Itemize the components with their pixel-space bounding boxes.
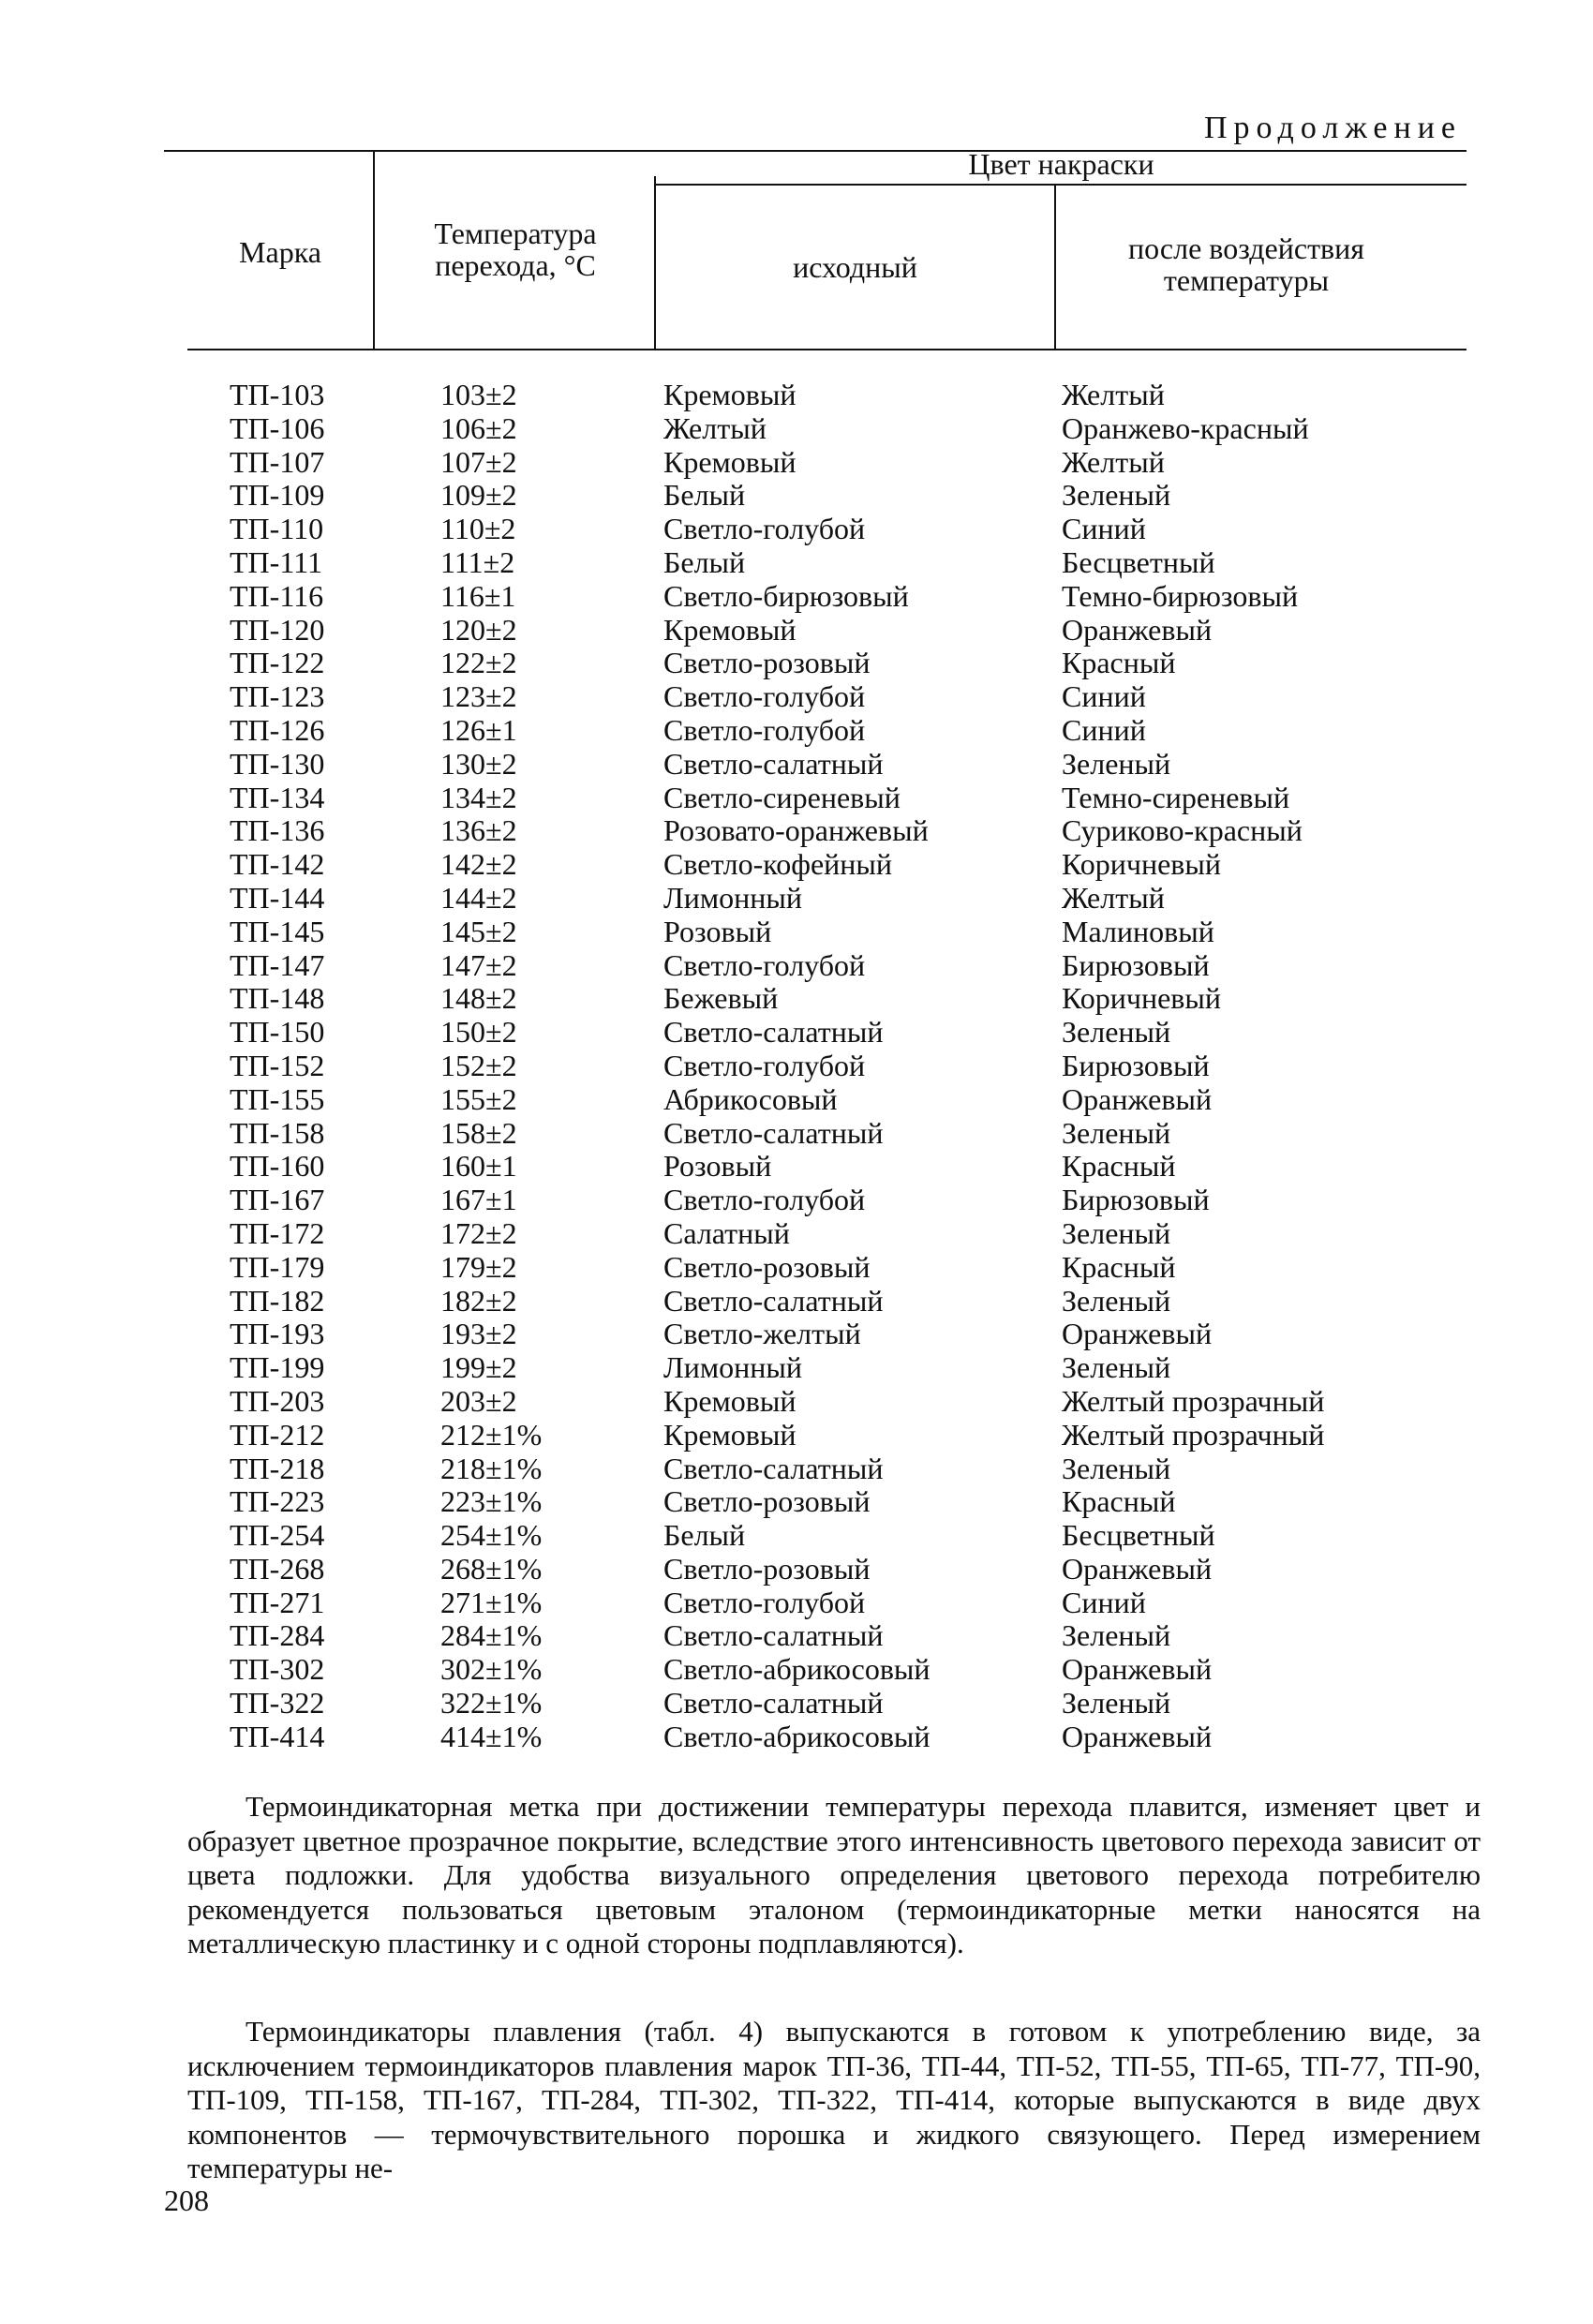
cell-temperature: 322±1%	[440, 1686, 543, 1721]
cell-initial-color: Светло-сиреневый	[663, 780, 901, 814]
cell-mark: ТП-172	[230, 1215, 325, 1250]
table-header-bottom-rule	[187, 349, 1466, 350]
table-row	[187, 1653, 1481, 1687]
cell-initial-color: Светло-абрикосовый	[663, 1652, 930, 1687]
cell-temperature: 254±1%	[440, 1518, 543, 1553]
cell-after-color: Бесцветный	[1062, 1518, 1215, 1553]
table-row	[187, 1083, 1481, 1117]
cell-initial-color: Лимонный	[663, 1350, 802, 1385]
cell-temperature: 109±2	[440, 478, 517, 513]
table-body	[187, 379, 1481, 1754]
cell-initial-color: Светло-салатный	[663, 1015, 884, 1050]
cell-initial-color: Светло-салатный	[663, 746, 884, 781]
cell-temperature: 179±2	[440, 1249, 517, 1284]
cell-mark: ТП-116	[230, 578, 324, 613]
cell-initial-color: Светло-розовый	[663, 1249, 871, 1284]
cell-after-color: Желтый	[1062, 378, 1165, 411]
cell-after-color: Зеленый	[1062, 1015, 1171, 1050]
cell-mark: ТП-268	[230, 1551, 325, 1586]
cell-mark: ТП-142	[230, 847, 325, 882]
cell-temperature: 106±2	[440, 410, 517, 445]
table-row	[187, 614, 1481, 648]
cell-mark: ТП-136	[230, 813, 325, 848]
cell-initial-color: Бежевый	[663, 981, 779, 1016]
header-temperature: Температура перехода, °С	[434, 216, 597, 282]
cell-mark: ТП-302	[230, 1652, 325, 1687]
cell-after-color: Зеленый	[1062, 746, 1171, 781]
color-group-rule	[656, 184, 1466, 186]
cell-temperature: 122±2	[440, 646, 517, 680]
cell-after-color: Оранжево-красный	[1062, 410, 1309, 445]
table-row	[187, 714, 1481, 748]
cell-temperature: 134±2	[440, 780, 517, 814]
cell-initial-color: Светло-голубой	[663, 1183, 866, 1217]
cell-mark: ТП-130	[230, 746, 325, 781]
cell-temperature: 218±1%	[440, 1451, 543, 1485]
cell-after-color: Желтый прозрачный	[1062, 1417, 1325, 1452]
cell-temperature: 130±2	[440, 746, 517, 781]
cell-after-color: Малиновый	[1062, 914, 1214, 948]
cell-after-color: Синий	[1062, 712, 1146, 747]
cell-mark: ТП-110	[230, 512, 324, 546]
cell-initial-color: Кремовый	[663, 444, 796, 479]
cell-mark: ТП-107	[230, 444, 325, 479]
cell-after-color: Бирюзовый	[1062, 1048, 1210, 1082]
cell-mark: ТП-109	[230, 478, 325, 513]
cell-mark: ТП-111	[230, 544, 322, 579]
cell-after-color: Темно-бирюзовый	[1062, 578, 1299, 613]
table-row	[187, 982, 1481, 1016]
cell-initial-color: Светло-розовый	[663, 1484, 871, 1519]
cell-temperature: 116±1	[440, 578, 516, 613]
cell-mark: ТП-147	[230, 947, 325, 982]
continuation-label: Продолжение	[1203, 111, 1462, 145]
cell-initial-color: Кремовый	[663, 612, 796, 647]
cell-initial-color: Светло-салатный	[663, 1115, 884, 1150]
cell-initial-color: Светло-салатный	[663, 1283, 884, 1318]
cell-initial-color: Розовато-оранжевый	[663, 813, 929, 848]
cell-temperature: 167±1	[440, 1183, 517, 1217]
table-row	[187, 412, 1481, 446]
cell-initial-color: Светло-голубой	[663, 1048, 866, 1082]
cell-temperature: 212±1%	[440, 1417, 543, 1452]
cell-initial-color: Светло-голубой	[663, 1585, 866, 1619]
cell-temperature: 158±2	[440, 1115, 517, 1150]
table-row	[187, 1016, 1481, 1050]
cell-temperature: 193±2	[440, 1317, 517, 1351]
cell-mark: ТП-144	[230, 880, 325, 915]
cell-initial-color: Светло-салатный	[663, 1686, 884, 1721]
header-initial: исходный	[793, 250, 917, 284]
cell-after-color: Зеленый	[1062, 1618, 1171, 1653]
cell-after-color: Бирюзовый	[1062, 947, 1210, 982]
cell-temperature: 123±2	[440, 679, 517, 714]
cell-initial-color: Кремовый	[663, 378, 796, 411]
cell-after-color: Зеленый	[1062, 1115, 1171, 1150]
cell-mark: ТП-212	[230, 1417, 325, 1452]
table-row	[187, 814, 1481, 848]
table-row	[187, 513, 1481, 546]
cell-mark: ТП-134	[230, 780, 325, 814]
cell-temperature: 147±2	[440, 947, 517, 982]
cell-temperature: 148±2	[440, 981, 517, 1016]
table-row	[187, 1251, 1481, 1285]
cell-temperature: 144±2	[440, 880, 517, 915]
cell-mark: ТП-203	[230, 1383, 325, 1418]
table-row	[187, 1318, 1481, 1351]
table-row	[187, 916, 1481, 949]
cell-temperature: 120±2	[440, 612, 517, 647]
cell-after-color: Бесцветный	[1062, 544, 1215, 579]
table-row	[187, 782, 1481, 815]
cell-after-color: Оранжевый	[1062, 1719, 1213, 1753]
cell-mark: ТП-120	[230, 612, 325, 647]
cell-temperature: 182±2	[440, 1283, 517, 1318]
cell-after-color: Зеленый	[1062, 1283, 1171, 1318]
cell-mark: ТП-254	[230, 1518, 325, 1553]
cell-after-color: Синий	[1062, 1585, 1146, 1619]
cell-mark: ТП-182	[230, 1283, 325, 1318]
cell-initial-color: Светло-розовый	[663, 646, 871, 680]
cell-initial-color: Лимонный	[663, 880, 802, 915]
cell-mark: ТП-179	[230, 1249, 325, 1284]
cell-temperature: 111±2	[440, 544, 515, 579]
cell-mark: ТП-271	[230, 1585, 325, 1619]
cell-after-color: Красный	[1062, 1149, 1176, 1184]
table-row	[187, 1285, 1481, 1318]
cell-initial-color: Абрикосовый	[663, 1081, 838, 1116]
cell-temperature: 110±2	[440, 512, 516, 546]
cell-temperature: 155±2	[440, 1081, 517, 1116]
table-row	[187, 1721, 1481, 1754]
cell-mark: ТП-148	[230, 981, 325, 1016]
table-row	[187, 479, 1481, 513]
cell-mark: ТП-123	[230, 679, 325, 714]
cell-mark: ТП-193	[230, 1317, 325, 1351]
cell-after-color: Оранжевый	[1062, 1317, 1213, 1351]
cell-temperature: 142±2	[440, 847, 517, 882]
cell-mark: ТП-155	[230, 1081, 325, 1116]
cell-temperature: 126±1	[440, 712, 517, 747]
cell-after-color: Зеленый	[1062, 478, 1171, 513]
cell-temperature: 271±1%	[440, 1585, 543, 1619]
cell-mark: ТП-284	[230, 1618, 325, 1653]
table-row	[187, 848, 1481, 882]
cell-after-color: Бирюзовый	[1062, 1183, 1210, 1217]
table-row	[187, 949, 1481, 983]
table-row	[187, 1050, 1481, 1083]
cell-initial-color: Светло-салатный	[663, 1451, 884, 1485]
column-divider-3	[1054, 186, 1056, 349]
cell-initial-color: Светло-салатный	[663, 1618, 884, 1653]
cell-after-color: Красный	[1062, 646, 1176, 680]
cell-initial-color: Светло-абрикосовый	[663, 1719, 930, 1753]
cell-initial-color: Светло-желтый	[663, 1317, 861, 1351]
table-row	[187, 1452, 1481, 1486]
paragraph-1: Термоиндикаторная метка при достижении температуры перехода плавится, изменяет цвет и образует цветное прозрачное покрытие, вследствие этого интенсивность цветового перехода зависит от цвета подложки. Для удобства визуального определения цветового перехода потребителю рекомендуется пользоваться цветовым эталоном (термоиндикаторные метки наносятся на металлическую пластинку и с одной стороны подплавляются).	[187, 1790, 1481, 1959]
cell-temperature: 150±2	[440, 1015, 517, 1050]
cell-initial-color: Светло-кофейный	[663, 847, 893, 882]
table-row	[187, 680, 1481, 714]
cell-after-color: Зеленый	[1062, 1215, 1171, 1250]
cell-after-color: Желтый	[1062, 444, 1165, 479]
cell-mark: ТП-199	[230, 1350, 325, 1385]
cell-after-color: Оранжевый	[1062, 1551, 1213, 1586]
header-after: после воздействия температуры	[1128, 231, 1364, 297]
cell-after-color: Оранжевый	[1062, 1652, 1213, 1687]
table-row	[187, 647, 1481, 680]
cell-mark: ТП-223	[230, 1484, 325, 1519]
table-row	[187, 580, 1481, 614]
table-row	[187, 1184, 1481, 1217]
cell-mark: ТП-152	[230, 1048, 325, 1082]
table-row	[187, 379, 1481, 412]
column-divider-1	[373, 152, 375, 349]
cell-initial-color: Светло-розовый	[663, 1551, 871, 1586]
table-row	[187, 446, 1481, 480]
cell-after-color: Красный	[1062, 1249, 1176, 1284]
cell-mark: ТП-414	[230, 1719, 325, 1753]
table-row	[187, 1419, 1481, 1452]
cell-after-color: Суриково-красный	[1062, 813, 1303, 848]
cell-mark: ТП-150	[230, 1015, 325, 1050]
table-row	[187, 1351, 1481, 1385]
cell-mark: ТП-218	[230, 1451, 325, 1485]
cell-after-color: Темно-сиреневый	[1062, 780, 1290, 814]
table-row	[187, 748, 1481, 782]
cell-mark: ТП-103	[230, 378, 325, 411]
table-row	[187, 546, 1481, 580]
table-row	[187, 1619, 1481, 1653]
cell-after-color: Желтый	[1062, 880, 1165, 915]
cell-mark: ТП-122	[230, 646, 325, 680]
cell-temperature: 268±1%	[440, 1551, 543, 1586]
cell-initial-color: Кремовый	[663, 1383, 796, 1418]
cell-temperature: 284±1%	[440, 1618, 543, 1653]
table-row	[187, 1519, 1481, 1553]
cell-after-color: Синий	[1062, 679, 1146, 714]
cell-initial-color: Белый	[663, 478, 746, 513]
cell-initial-color: Светло-голубой	[663, 947, 866, 982]
cell-after-color: Коричневый	[1062, 847, 1222, 882]
table-row	[187, 882, 1481, 916]
table-row	[187, 1687, 1481, 1721]
cell-initial-color: Розовый	[663, 914, 772, 948]
cell-temperature: 172±2	[440, 1215, 517, 1250]
cell-after-color: Оранжевый	[1062, 612, 1213, 647]
cell-mark: ТП-145	[230, 914, 325, 948]
table-row	[187, 1385, 1481, 1419]
cell-temperature: 103±2	[440, 378, 517, 411]
cell-mark: ТП-158	[230, 1115, 325, 1150]
cell-temperature: 107±2	[440, 444, 517, 479]
table-row	[187, 1117, 1481, 1151]
header-color-group: Цвет накраски	[968, 147, 1154, 181]
cell-initial-color: Белый	[663, 1518, 746, 1553]
cell-temperature: 160±1	[440, 1149, 517, 1184]
cell-temperature: 223±1%	[440, 1484, 543, 1519]
cell-initial-color: Белый	[663, 544, 746, 579]
cell-initial-color: Светло-голубой	[663, 712, 866, 747]
cell-temperature: 302±1%	[440, 1652, 543, 1687]
cell-initial-color: Салатный	[663, 1215, 790, 1250]
cell-after-color: Красный	[1062, 1484, 1176, 1519]
cell-after-color: Зеленый	[1062, 1451, 1171, 1485]
table-row	[187, 1553, 1481, 1587]
cell-initial-color: Кремовый	[663, 1417, 796, 1452]
paragraph-2: Термоиндикаторы плавления (табл. 4) выпускаются в готовом к употреблению виде, за исключением термоиндикаторов плавления марок ТП-36, ТП-44, ТП-52, ТП-55, ТП-65, ТП-77, ТП-90, ТП-109, ТП-158, ТП-167, ТП-284, ТП-302, ТП-322, ТП-414, которые выпускаются в виде двух компонентов — термочувствительного порошка и жидкого связующего. Перед измерением температуры не-	[187, 2015, 1481, 2184]
table-row	[187, 1587, 1481, 1620]
cell-after-color: Синий	[1062, 512, 1146, 546]
header-mark: Марка	[239, 235, 321, 269]
cell-initial-color: Желтый	[663, 410, 767, 445]
cell-after-color: Желтый прозрачный	[1062, 1383, 1325, 1418]
table-row	[187, 1217, 1481, 1251]
cell-mark: ТП-106	[230, 410, 325, 445]
table-row	[187, 1150, 1481, 1184]
cell-mark: ТП-167	[230, 1183, 325, 1217]
cell-temperature: 136±2	[440, 813, 517, 848]
table-row	[187, 1485, 1481, 1519]
cell-initial-color: Светло-голубой	[663, 512, 866, 546]
cell-mark: ТП-126	[230, 712, 325, 747]
cell-initial-color: Светло-бирюзовый	[663, 578, 909, 613]
cell-mark: ТП-322	[230, 1686, 325, 1721]
cell-after-color: Зеленый	[1062, 1686, 1171, 1721]
cell-after-color: Коричневый	[1062, 981, 1222, 1016]
cell-temperature: 203±2	[440, 1383, 517, 1418]
cell-initial-color: Розовый	[663, 1149, 772, 1184]
cell-mark: ТП-160	[230, 1149, 325, 1184]
page-number: 208	[164, 2183, 209, 2217]
cell-after-color: Зеленый	[1062, 1350, 1171, 1385]
cell-initial-color: Светло-голубой	[663, 679, 866, 714]
cell-temperature: 152±2	[440, 1048, 517, 1082]
cell-temperature: 145±2	[440, 914, 517, 948]
cell-temperature: 199±2	[440, 1350, 517, 1385]
cell-after-color: Оранжевый	[1062, 1081, 1213, 1116]
cell-temperature: 414±1%	[440, 1719, 543, 1753]
